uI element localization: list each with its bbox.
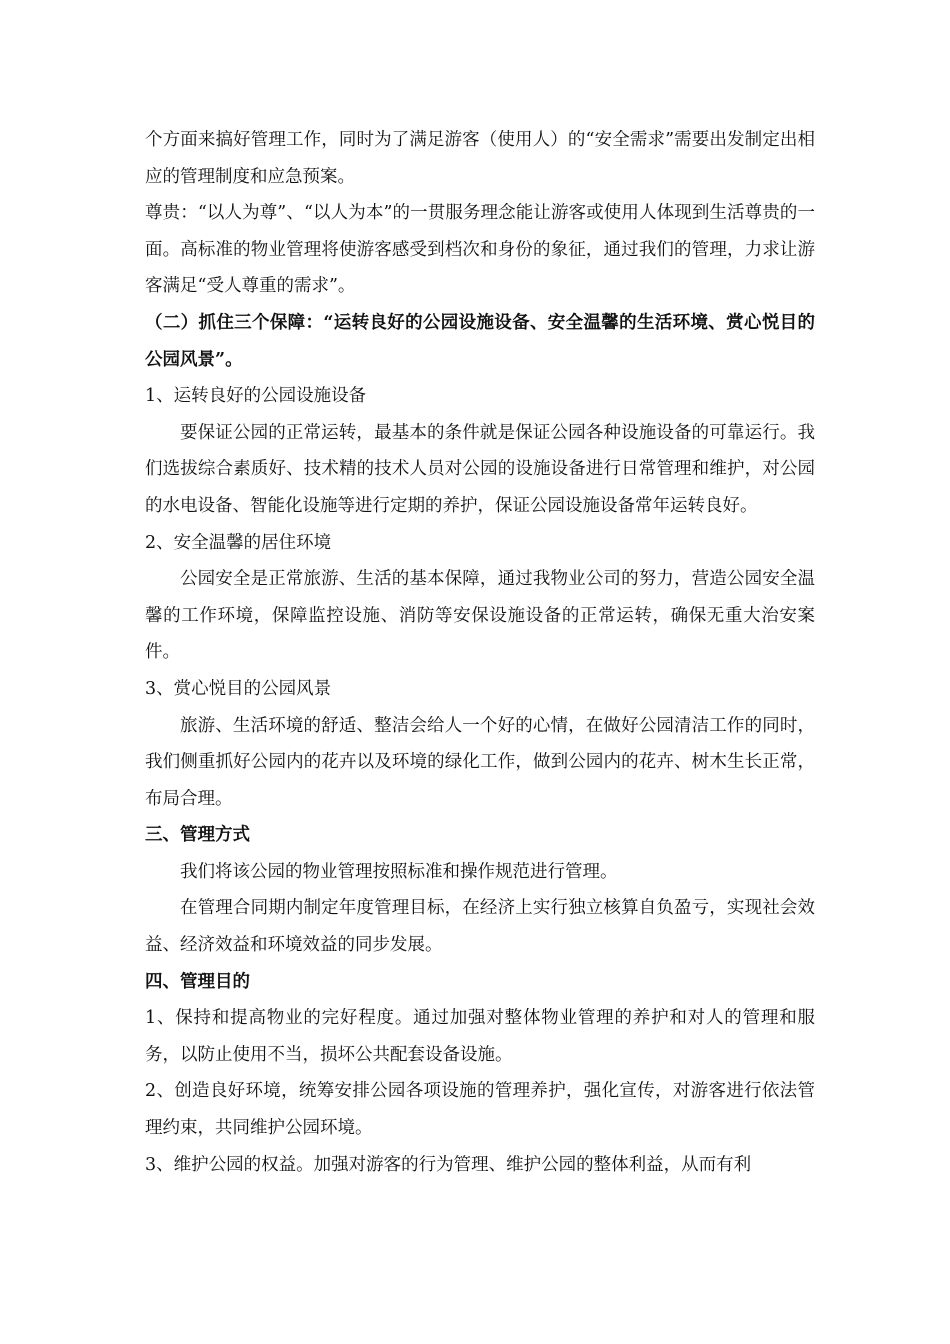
section-heading: （二）抓住三个保障：“运转良好的公园设施设备、安全温馨的生活环境、赏心悦目的公园风景”。 [145, 312, 815, 370]
paragraph: 公园安全是正常旅游、生活的基本保障，通过我物业公司的努力，营造公园安全温馨的工作环境，保障监控设施、消防等安保设施设备的正常运转，确保无重大治安案件。 [145, 569, 815, 663]
paragraph: 个方面来搞好管理工作，同时为了满足游客（使用人）的“安全需求”需要出发制定出相应的管理制度和应急预案。 [145, 130, 815, 187]
list-item: 3、维护公园的权益。加强对游客的行为管理、维护公园的整体利益，从而有利 [145, 1154, 752, 1175]
paragraph: 旅游、生活环境的舒适、整洁会给人一个好的心情，在做好公园清洁工作的同时，我们侧重抓好公园内的花卉以及环境的绿化工作，做到公园内的花卉、树木生长正常，布局合理。 [145, 715, 815, 809]
subsection-heading: 3、赏心悦目的公园风景 [145, 678, 332, 699]
paragraph: 尊贵：“以人为尊”、“以人为本”的一贯服务理念能让游客或使用人体现到生活尊贵的一面。高标准的物业管理将使游客感受到档次和身份的象征，通过我们的管理，力求让游客满足“受人尊重的需求”。 [145, 203, 815, 297]
paragraph: 要保证公园的正常运转，最基本的条件就是保证公园各种设施设备的可靠运行。我们选拔综合素质好、技术精的技术人员对公园的设施设备进行日常管理和维护，对公园的水电设备、智能化设施等进行定期的养护，保证公园设施设备常年运转良好。 [145, 422, 815, 516]
document-body [145, 122, 815, 1183]
list-item: 2、创造良好环境，统筹安排公园各项设施的管理养护，强化宣传，对游客进行依法管理约束，共同维护公园环境。 [145, 1081, 815, 1139]
section-heading: 四、管理目的 [145, 971, 250, 992]
list-item: 1、保持和提高物业的完好程度。通过加强对整体物业管理的养护和对人的管理和服务，以防止使用不当，损坏公共配套设备设施。 [145, 1008, 815, 1065]
paragraph: 我们将该公园的物业管理按照标准和操作规范进行管理。 [180, 861, 618, 882]
section-heading: 三、管理方式 [145, 825, 250, 846]
subsection-heading: 2、安全温馨的居住环境 [145, 532, 332, 553]
paragraph: 在管理合同期内制定年度管理目标，在经济上实行独立核算自负盈亏，实现社会效益、经济效益和环境效益的同步发展。 [145, 898, 815, 956]
subsection-heading: 1、运转良好的公园设施设备 [145, 386, 367, 407]
